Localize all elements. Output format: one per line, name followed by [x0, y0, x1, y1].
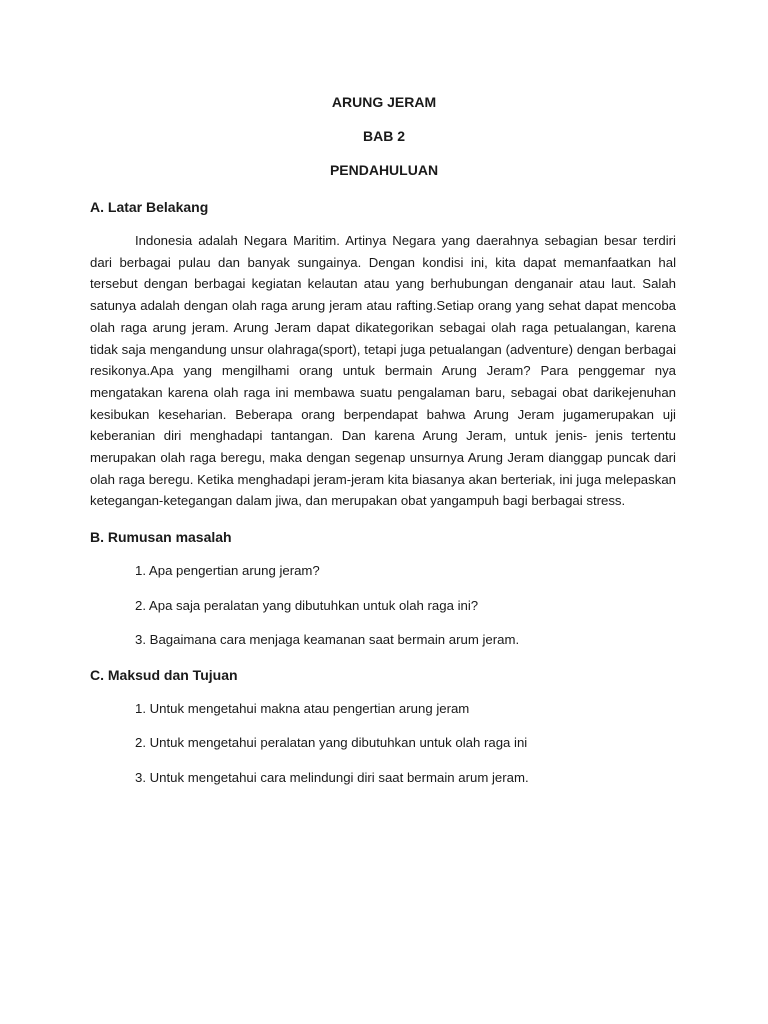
- section-heading: B. Rumusan masalah: [90, 529, 232, 546]
- list-item: 1. Untuk mengetahui makna atau pengertian arung jeram: [135, 700, 470, 716]
- list-item: 2. Untuk mengetahui peralatan yang dibutuhkan untuk olah raga ini: [135, 735, 528, 751]
- chapter-title: PENDAHULUAN: [329, 162, 439, 178]
- section-maksud-tujuan: [90, 664, 676, 789]
- numbered-list: [90, 560, 676, 651]
- section-heading: A. Latar Belakang: [90, 199, 209, 215]
- list-item: 3. Untuk mengetahui cara melindungi diri saat bermain arum jeram.: [135, 769, 529, 785]
- numbered-list: [90, 698, 676, 789]
- document-title: ARUNG JERAM: [331, 94, 437, 110]
- list-item: 2. Apa saja peralatan yang dibutuhkan untuk olah raga ini?: [135, 597, 479, 613]
- section-heading: C. Maksud dan Tujuan: [90, 666, 238, 683]
- section-rumusan-masalah: [90, 526, 676, 651]
- list-item: 1. Apa pengertian arung jeram?: [135, 563, 320, 579]
- document-body: [90, 196, 676, 801]
- body-paragraph: Indonesia adalah Negara Maritim. Artinya Negara yang daerahnya sebagian besar terdiri dari berbagai pulau dan banyak sungainya. Dengan kondisi ini, kita dapat memanfaatkan hal tersebut dengan berbagai kegiatan kelautan atau yang berhubungan denganair atau laut. Salah satunya adalah dengan olah raga arung jeram atau rafting.Setiap orang yang sehat dapat mencoba olah raga arung jeram. Arung Jeram dapat dikategorikan sebagai olah raga petualangan, karena tidak saja mengandung unsur olahraga(sport), tetapi juga petualangan (adventure) dengan berbagai resikonya.Apa yang mengilhami orang untuk bermain Arung Jeram? Para penggemar nya mengatakan karena olah raga ini membawa suatu pengalaman baru, sebagai obat darikejenuhan kesibukan keseharian. Beberapa orang berpendapat bahwa Arung Jeram jugamerupakan uji keberanian diri menghadapi tantangan. Dan karena Arung Jeram, untuk jenis- jenis tertentu merupakan olah raga beregu, maka dengan segenap unsurnya Arung Jeram dianggap puncak dari olah raga beregu. Ketika menghadapi jeram-jeram kita biasanya akan berteriak, ini juga melepaskan ketegangan-ketegangan dalam jiwa, dan merupakan obat yangampuh bagi berbagai stress.: [90, 233, 676, 509]
- list-item: 3. Bagaimana cara menjaga keamanan saat bermain arum jeram.: [135, 632, 520, 648]
- section-latar-belakang: [90, 196, 676, 512]
- document-title-block: [0, 92, 768, 194]
- chapter-label: BAB 2: [362, 128, 405, 144]
